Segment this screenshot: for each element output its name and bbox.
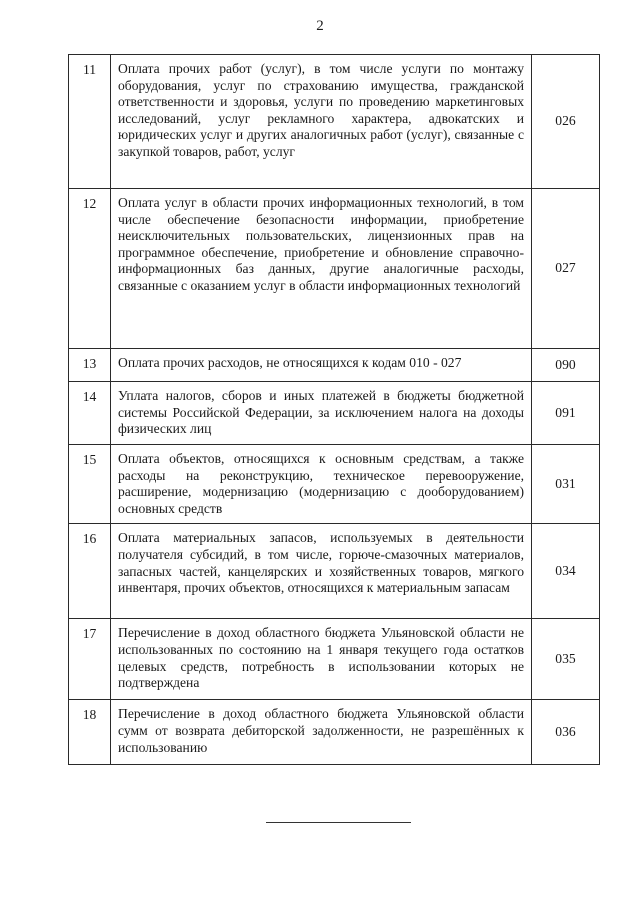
table-row <box>69 382 600 445</box>
row-description: Уплата налогов, сборов и иных платежей в бюджеты бюджетной системы Российской Федерации, за исключением налога на доходы физических лиц <box>111 382 532 445</box>
row-description: Оплата прочих работ (услуг), в том числе услуги по монтажу оборудования, услуг по страхованию имущества, гражданской ответственности и здоровья, услуги по проведению маркетинговых исследований, услуг рекламного характера, адвокатских и юридических услуг и других аналогичных работ (услуг), связанные с закупкой товаров, работ, услуг <box>111 55 532 189</box>
row-number: 14 <box>69 382 111 445</box>
row-number: 16 <box>69 524 111 619</box>
row-description: Перечисление в доход областного бюджета Ульяновской области сумм от возврата дебиторской задолженности, не разрешённых к использованию <box>111 700 532 765</box>
closing-divider <box>266 822 411 823</box>
row-code: 036 <box>532 700 600 765</box>
row-code: 026 <box>532 55 600 189</box>
table-row <box>69 619 600 700</box>
row-code: 035 <box>532 619 600 700</box>
row-description: Перечисление в доход областного бюджета Ульяновской области не использованных по состоянию на 1 января текущего года остатков целевых средств, потребность в использовании которых не подтверждена <box>111 619 532 700</box>
table-row <box>69 445 600 524</box>
row-number: 12 <box>69 189 111 349</box>
row-number: 18 <box>69 700 111 765</box>
table-row <box>69 189 600 349</box>
row-number: 15 <box>69 445 111 524</box>
table-row <box>69 700 600 765</box>
expense-codes-table <box>68 54 600 765</box>
row-code: 031 <box>532 445 600 524</box>
row-code: 027 <box>532 189 600 349</box>
row-number: 17 <box>69 619 111 700</box>
row-description: Оплата объектов, относящихся к основным средствам, а также расходы на реконструкцию, техническое перевооружение, расширение, модернизацию (модернизацию с дооборудованием) основных средств <box>111 445 532 524</box>
row-code: 090 <box>532 349 600 382</box>
row-description: Оплата услуг в области прочих информационных технологий, в том числе обеспечение безопасности информации, приобретение неисключительных пользовательских, лицензионных прав на программное обеспечение, приобретение и обновление справочно-информационных баз данных, другие аналогичные расходы, связанные с оказанием услуг в области информационных технологий <box>111 189 532 349</box>
row-code: 091 <box>532 382 600 445</box>
row-code: 034 <box>532 524 600 619</box>
row-description: Оплата материальных запасов, используемых в деятельности получателя субсидий, в том числе, горюче-смазочных материалов, запасных частей, канцелярских и хозяйственных товаров, мягкого инвентаря, прочих объектов, относящихся к материальным запасам <box>111 524 532 619</box>
table-row <box>69 524 600 619</box>
page-number: 2 <box>316 18 324 34</box>
table-row <box>69 349 600 382</box>
table-row <box>69 55 600 189</box>
row-number: 11 <box>69 55 111 189</box>
row-description: Оплата прочих расходов, не относящихся к кодам 010 - 027 <box>111 349 532 382</box>
row-number: 13 <box>69 349 111 382</box>
